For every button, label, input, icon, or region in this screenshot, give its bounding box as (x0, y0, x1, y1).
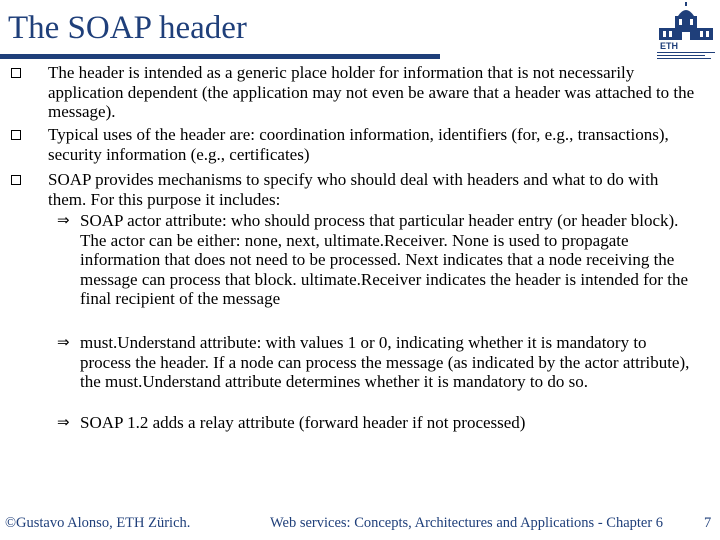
square-bullet-icon (11, 130, 21, 140)
arrow-bullet-icon: ⇒ (57, 413, 70, 431)
bullet-text: SOAP provides mechanisms to specify who should deal with headers and what to do with them. For this purpose it includes: (48, 170, 659, 209)
page-number: 7 (704, 515, 712, 531)
footer-course: Web services: Concepts, Architectures and Applications - Chapter 6 (270, 515, 664, 531)
logo-text: ETH (660, 41, 678, 51)
arrow-bullet-icon: ⇒ (57, 211, 70, 229)
bullet-item (48, 125, 698, 164)
subbullet-text: SOAP actor attribute: who should process that particular header entry (or header block). The actor can be either: none, next, ultimate.Receiver. None is used to propagate information that does not need to be processed. Next indicates that a node receiving the message can process that block. ultimate.Receiver indicates the header is intended for the final recipient of the message (80, 211, 688, 308)
subbullet-text: SOAP 1.2 adds a relay attribute (forward header if not processed) (80, 413, 526, 432)
square-bullet-icon (11, 68, 21, 78)
eth-building-logo-icon (655, 2, 717, 60)
bullet-text: The header is intended as a generic place holder for information that is not necessarily application dependent (the application may not even be aware that a header was attached to the message). (48, 63, 695, 121)
title-underline (0, 54, 440, 59)
subbullet-text: must.Understand attribute: with values 1 or 0, indicating whether it is mandatory to process the header. If a node can process the message (as indicated by the actor attribute), the must.Understand attribute determines whether it is mandatory to do so. (80, 333, 690, 391)
subbullet-item (57, 413, 700, 433)
square-bullet-icon (11, 175, 21, 185)
arrow-bullet-icon: ⇒ (57, 333, 70, 351)
bullet-text: Typical uses of the header are: coordination information, identifiers (for, e.g., transactions), security information (e.g., certificates) (48, 125, 669, 164)
bullet-item (48, 63, 698, 122)
footer-author: ©Gustavo Alonso, ETH Zürich. (5, 515, 191, 531)
subbullet-item (57, 333, 700, 392)
slide-title: The SOAP header (8, 10, 247, 46)
bullet-item (48, 170, 698, 209)
subbullet-item (57, 211, 700, 309)
